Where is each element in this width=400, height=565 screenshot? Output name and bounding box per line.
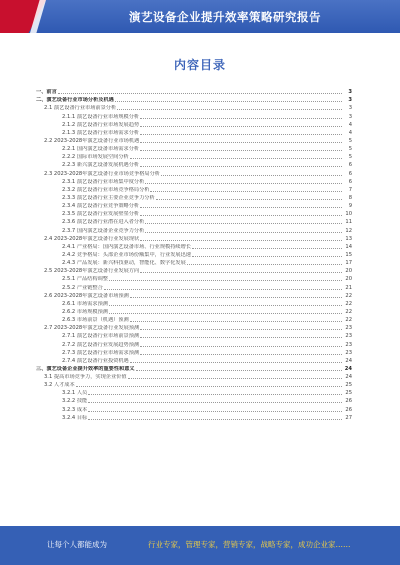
toc-entry[interactable]: [36, 315, 352, 323]
toc-entry-label: 2.4.3 产品发展：新兴科技驱动，智能化、数字化发展: [62, 260, 186, 267]
toc-leader-dots: [128, 378, 342, 379]
toc-entry[interactable]: [36, 380, 352, 388]
toc-entry-label: 2.7 2023-2028年演艺设备行业发展预测: [44, 325, 140, 332]
toc-entry-label: 2.5 2023-2028年演艺设备行业发展方向: [44, 268, 140, 275]
toc-leader-dots: [140, 142, 342, 143]
table-of-contents: [36, 87, 352, 421]
toc-entry-label: 2.3 2023-2028年演艺设备行业市场竞争格局分析: [44, 170, 160, 177]
toc-leader-dots: [140, 118, 342, 119]
toc-entry-label: 2.2.2 国际市场发展空间分析: [62, 154, 129, 161]
toc-entry-label: 2.5.2 产业链整合: [62, 284, 103, 291]
toc-entry-label: 2.2.3 新兴演艺设备发展机遇分析: [62, 162, 140, 169]
toc-page-number: 23: [345, 333, 352, 340]
toc-page-number: 6: [348, 170, 352, 177]
toc-page-number: 26: [345, 398, 352, 405]
toc-leader-dots: [109, 313, 342, 314]
toc-entry[interactable]: [36, 128, 352, 136]
toc-page-number: 5: [348, 146, 352, 153]
toc-leader-dots: [140, 240, 342, 241]
toc-entry[interactable]: [36, 242, 352, 250]
toc-leader-dots: [88, 411, 342, 412]
toc-entry-label: 一、前言: [36, 89, 57, 96]
toc-page-number: 25: [345, 390, 352, 397]
toc-entry-label: 2.7.1 演艺设备行业市场前景预测: [62, 333, 140, 340]
toc-entry-label: 2.6.1 市场需求预测: [62, 300, 108, 307]
toc-entry[interactable]: [36, 225, 352, 233]
toc-entry-label: 2.6 2023-2028年演艺设备市场预测: [44, 292, 129, 299]
toc-leader-dots: [130, 297, 342, 298]
toc-page-number: 4: [348, 129, 352, 136]
toc-page-number: 24: [344, 365, 352, 372]
toc-leader-dots: [109, 280, 342, 281]
toc-entry[interactable]: [36, 331, 352, 339]
page-footer: [0, 526, 400, 565]
toc-leader-dots: [140, 215, 342, 216]
toc-page-number: 9: [348, 203, 352, 210]
toc-entry[interactable]: [36, 291, 352, 299]
toc-entry-label: 2.2.1 国内演艺设备市场需求分析: [62, 146, 140, 153]
toc-entry[interactable]: [36, 364, 352, 372]
report-title: 演艺设备企业提升效率策略研究报告: [129, 10, 321, 24]
toc-page-number: 3: [348, 89, 352, 96]
toc-entry[interactable]: [36, 87, 352, 95]
toc-leader-dots: [192, 248, 342, 249]
toc-leader-dots: [140, 329, 342, 330]
toc-entry-label: 2.3.3 演艺设备行业主要企业竞争力分析: [62, 194, 155, 201]
toc-page-number: 3: [348, 105, 352, 112]
toc-entry-label: 2.1.3 演艺设备行业市场需求分析: [62, 129, 140, 136]
toc-entry-label: 2.3.1 演艺设备行业市场集中度分析: [62, 178, 145, 185]
toc-entry[interactable]: [36, 307, 352, 315]
toc-entry-label: 2.7.2 演艺设备行业发展趋势预测: [62, 341, 140, 348]
toc-leader-dots: [130, 321, 342, 322]
toc-leader-dots: [115, 101, 342, 102]
toc-page-number: 24: [345, 357, 352, 364]
toc-entry[interactable]: [36, 348, 352, 356]
toc-page-number: 26: [345, 406, 352, 413]
toc-page-number: 22: [345, 308, 352, 315]
toc-entry[interactable]: [36, 209, 352, 217]
toc-leader-dots: [140, 337, 342, 338]
toc-leader-dots: [88, 419, 342, 420]
toc-leader-dots: [192, 256, 342, 257]
toc-leader-dots: [140, 150, 342, 151]
toc-entry[interactable]: [36, 274, 352, 282]
toc-page-number: 5: [348, 137, 352, 144]
toc-leader-dots: [109, 305, 342, 306]
toc-entry[interactable]: [36, 185, 352, 193]
toc-entry[interactable]: [36, 144, 352, 152]
toc-leader-dots: [58, 93, 342, 94]
toc-entry-label: 2.4.1 产业格局：国内演艺设备市场、行业规模持续增长: [62, 243, 191, 250]
toc-page-number: 13: [345, 235, 352, 242]
toc-entry-label: 2.4.2 竞争格局：头部企业市场份额集中，行业发展迅速: [62, 251, 191, 258]
toc-entry-label: 2.4 2023-2028年演艺设备行业发展现状: [44, 235, 140, 242]
toc-page-number: 17: [345, 260, 352, 267]
toc-entry-label: 2.6.3 市场前景（机遇）预测: [62, 317, 129, 324]
toc-leader-dots: [130, 158, 342, 159]
toc-page-number: 7: [348, 186, 352, 193]
toc-heading: 内容目录: [173, 58, 226, 72]
toc-leader-dots: [156, 199, 342, 200]
toc-page-number: 10: [345, 211, 352, 218]
toc-entry[interactable]: [36, 103, 352, 111]
toc-entry[interactable]: [36, 258, 352, 266]
toc-entry-label: 3.2.2 技能: [62, 398, 88, 405]
toc-entry[interactable]: [36, 168, 352, 176]
toc-page-number: 8: [348, 194, 352, 201]
toc-entry-label: 三、演艺设备企业提升效率的重要性和意义: [36, 365, 135, 372]
toc-entry-label: 2.3.7 国内演艺设备企业竞争力分析: [62, 227, 145, 234]
toc-entry[interactable]: [36, 404, 352, 412]
toc-entry[interactable]: [36, 120, 352, 128]
toc-page-number: 22: [345, 300, 352, 307]
toc-page-number: 11: [345, 219, 352, 226]
toc-entry[interactable]: [36, 282, 352, 290]
toc-leader-dots: [161, 175, 342, 176]
toc-page-number: 3: [348, 97, 352, 104]
report-header: [0, 0, 400, 33]
toc-page-number: 6: [348, 178, 352, 185]
toc-leader-dots: [88, 394, 342, 395]
toc-entry-label: 2.7.4 演艺设备行业投资机遇: [62, 357, 129, 364]
toc-entry-label: 3.2.3 成本: [62, 406, 88, 413]
toc-entry[interactable]: [36, 160, 352, 168]
toc-entry-label: 2.6.2 市场规模预测: [62, 308, 108, 315]
toc-leader-dots: [140, 207, 342, 208]
toc-page-number: 23: [345, 325, 352, 332]
footer-slogan: 让每个人都能成为: [47, 540, 107, 549]
toc-entry[interactable]: [36, 95, 352, 103]
toc-entry-label: 2.1.2 演艺设备行业市场发展趋势: [62, 121, 140, 128]
toc-leader-dots: [136, 370, 342, 371]
toc-leader-dots: [140, 126, 342, 127]
toc-entry[interactable]: [36, 111, 352, 119]
toc-entry[interactable]: [36, 201, 352, 209]
toc-page-number: 3: [348, 113, 352, 120]
footer-tagline: 行业专家，管理专家，营销专家，战略专家，成功企业家……: [148, 540, 351, 549]
toc-entry[interactable]: [36, 323, 352, 331]
toc-page-number: 23: [345, 341, 352, 348]
toc-entry-label: 2.3.6 演艺设备行业潜在进入者分析: [62, 219, 145, 226]
toc-entry-label: 3.1 提高市场竞争力，实现企业价值: [44, 374, 127, 381]
toc-entry[interactable]: [36, 372, 352, 380]
toc-page-number: 21: [345, 284, 352, 291]
toc-entry[interactable]: [36, 217, 352, 225]
toc-entry[interactable]: [36, 250, 352, 258]
toc-entry[interactable]: [36, 339, 352, 347]
toc-entry[interactable]: [36, 136, 352, 144]
toc-page-number: 20: [345, 268, 352, 275]
toc-entry[interactable]: [36, 299, 352, 307]
toc-leader-dots: [76, 386, 342, 387]
toc-leader-dots: [145, 223, 342, 224]
toc-leader-dots: [140, 354, 342, 355]
toc-leader-dots: [145, 183, 342, 184]
toc-entry[interactable]: [36, 193, 352, 201]
toc-page-number: 22: [345, 317, 352, 324]
toc-page-number: 23: [345, 349, 352, 356]
toc-leader-dots: [187, 264, 342, 265]
toc-page-number: 6: [348, 162, 352, 169]
toc-entry-label: 2.1.1 演艺设备行业市场规模分析: [62, 113, 140, 120]
toc-page-number: 4: [348, 121, 352, 128]
toc-leader-dots: [88, 402, 342, 403]
toc-entry-label: 2.3.5 演艺设备行业发展壁垒分析: [62, 211, 140, 218]
toc-page-number: 15: [345, 251, 352, 258]
toc-leader-dots: [140, 272, 342, 273]
toc-leader-dots: [150, 191, 342, 192]
toc-entry-label: 2.3.2 演艺设备行业市场竞争格局分析: [62, 186, 150, 193]
toc-entry[interactable]: [36, 356, 352, 364]
toc-page-number: 14: [345, 243, 352, 250]
toc-page-number: 12: [345, 227, 352, 234]
toc-entry-label: 3.2.4 目标: [62, 414, 88, 421]
toc-page-number: 24: [345, 374, 352, 381]
toc-leader-dots: [130, 362, 342, 363]
toc-leader-dots: [140, 166, 342, 167]
toc-leader-dots: [140, 134, 342, 135]
toc-entry[interactable]: [36, 234, 352, 242]
toc-entry-label: 2.2 2023-2028年演艺设备行业市场机遇: [44, 137, 140, 144]
toc-entry[interactable]: [36, 388, 352, 396]
toc-entry-label: 二、演艺设备行业市场分析及机遇: [36, 97, 114, 104]
toc-page-number: 27: [345, 414, 352, 421]
toc-entry[interactable]: [36, 152, 352, 160]
toc-entry-label: 2.1 演艺设备行业市场前景分析: [44, 105, 117, 112]
toc-entry-label: 3.2.1 人员: [62, 390, 88, 397]
toc-entry[interactable]: [36, 266, 352, 274]
toc-page-number: 20: [345, 276, 352, 283]
toc-leader-dots: [117, 109, 342, 110]
toc-entry[interactable]: [36, 413, 352, 421]
toc-leader-dots: [145, 232, 342, 233]
toc-page-number: 5: [348, 154, 352, 161]
toc-leader-dots: [104, 289, 342, 290]
toc-entry[interactable]: [36, 396, 352, 404]
toc-entry-label: 2.3.4 演艺设备行业竞争策略分析: [62, 203, 140, 210]
toc-page-number: 22: [345, 292, 352, 299]
toc-page-number: 25: [345, 382, 352, 389]
toc-leader-dots: [140, 346, 342, 347]
toc-entry[interactable]: [36, 177, 352, 185]
toc-entry-label: 3.2 人才成本: [44, 382, 75, 389]
toc-entry-label: 2.7.3 演艺设备行业市场需求预测: [62, 349, 140, 356]
toc-entry-label: 2.5.1 产品结构调整: [62, 276, 108, 283]
